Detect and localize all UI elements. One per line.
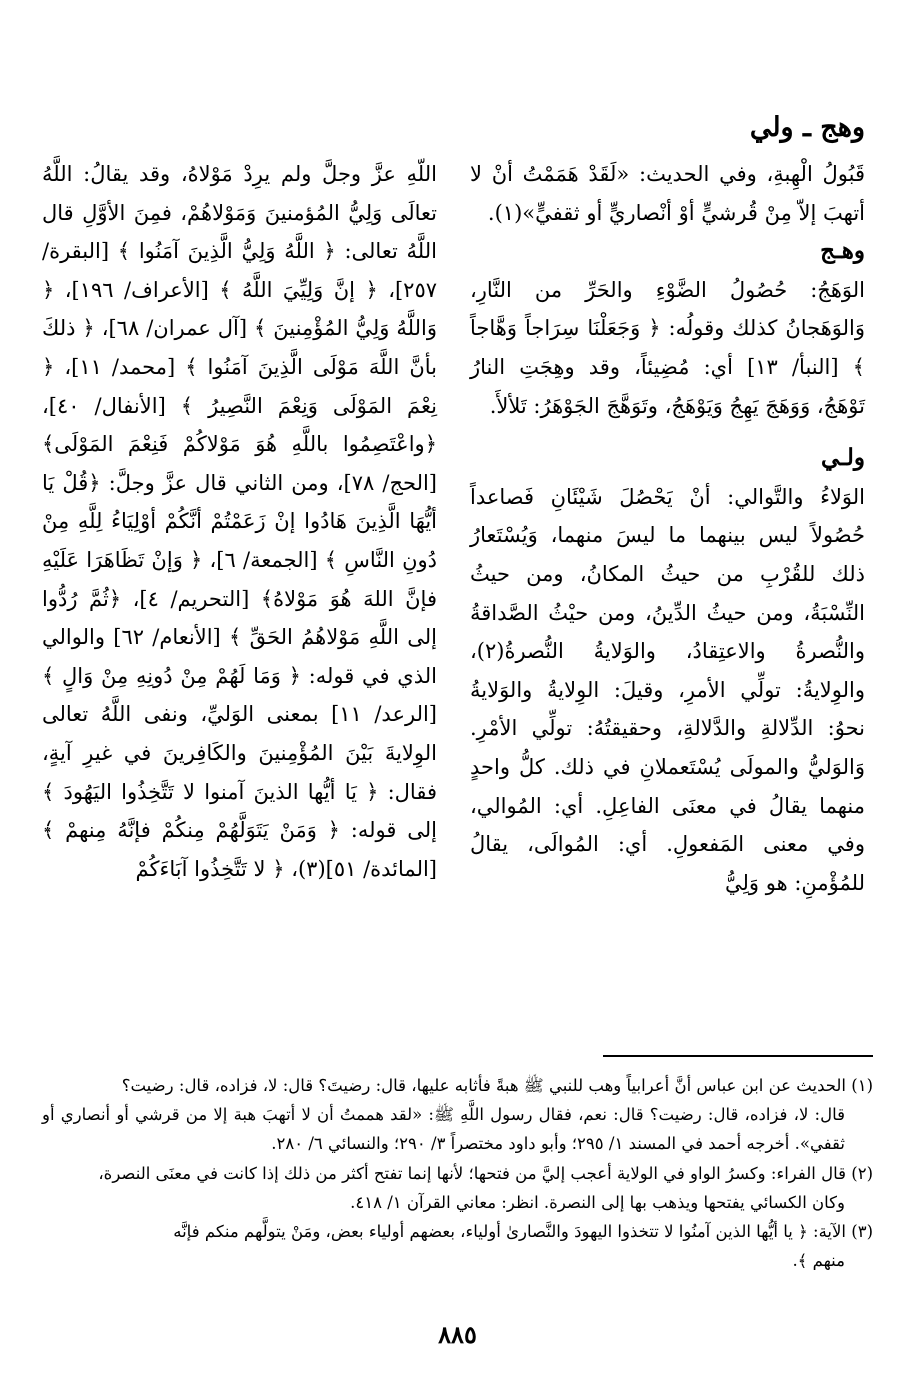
footnote-1-continuation: قال: لا، فزاده، قال: رضيت؟ قال: نعم، فقال رسول اللَّهِ ﷺ: «لقد هممتُ أن لا أتهبَ هبة إلا من قرشي أو أنصاري أو ثقفي». أخرجه أحمد في المسند ١/ ٢٩٥؛ وأبو داود مختصراً ٣/ ٢٩٠؛ والنسائي ٦/ ٢٨٠.: [42, 1105, 845, 1154]
footnote-3-continuation: منهم ﴾.: [792, 1251, 845, 1271]
entry-paragraph-wahaj: الوَهَجُ: حُصُولُ الضَّوْءِ والحَرِّ من النَّارِ، وَالوَهَجانُ كذلك وقولُه: ﴿ وَجَعَلْنَا سِرَاجاً وَهَّاجاً ﴾ [النبأ/ ١٣] أي: مُضِيئاً، وقد وهِجَتِ النارُ تَوْهَجُ، وَوَهَجَ يَهِجُ وَيَوْهَجُ، وتَوَهَّجَ الجَوْهَرُ: تَلألأَ.: [470, 277, 865, 418]
footnote-3: (٣) الآية: ﴿ يا أيُّها الذين آمنُوا لا تتخذوا اليهودَ والنَّصارىٰ أولياء، بعضهم أولياء بعض، ومَنْ يتولَّهم منكم فإنَّه: [173, 1222, 873, 1242]
left-column: [42, 155, 437, 888]
entry-heading-wahaj: وهـج: [820, 237, 865, 265]
continuation-paragraph: اللّهِ عزَّ وجلَّ ولم يرِدْ مَوْلاهُ، وقد يقالُ: اللَّهُ تعالَى وَلِيُّ المُؤمنينَ وَمَوْلاهُمْ، فمِنَ الأوَّلِ قال اللَّهُ تعالى: ﴿ اللَّهُ وَلِيُّ الَّذِينَ آمَنُوا ﴾ [البقرة/ ٢٥٧]، ﴿ إنَّ وَلِيِّيَ اللَّهُ ﴾ [الأعراف/ ١٩٦]، ﴿ وَاللَّهُ وَلِيُّ المُؤْمِنينَ ﴾ [آل عمران/ ٦٨]، ﴿ ذلكَ بأنَّ اللَّهَ مَوْلَى الَّذِينَ آمَنُوا ﴾ [محمد/ ١١]، ﴿ نِعْمَ المَوْلَى وَنِعْمَ النَّصِيرُ ﴾ [الأنفال/ ٤٠]، ﴿واعْتَصِمُوا باللَّهِ هُوَ مَوْلاكُمْ فَنِعْمَ المَوْلَى﴾ [الحج/ ٧٨]، ومن الثاني قال عزَّ وجلَّ: ﴿قُلْ يَا أيُّهَا الَّذِينَ هَادُوا إنْ زَعَمْتُمْ أنَّكُمْ أوْلِيَاءُ لِلَّهِ مِنْ دُونِ النَّاسِ ﴾ [الجمعة/ ٦]، ﴿ وَإنْ تَظَاهَرَا عَلَيْهِ فإنَّ اللهَ هُوَ مَوْلاهُ﴾ [التحريم/ ٤]، ﴿ثُمَّ رُدُّوا إلى اللَّهِ مَوْلاهُمُ الحَقِّ ﴾ [الأنعام/ ٦٢] والوالي الذي في قوله: ﴿ وَمَا لَهُمْ مِنْ دُونِهِ مِنْ وَالٍ ﴾ [الرعد/ ١١] بمعنى الوَليِّ، ونفى اللَّهُ تعالى الوِلايةَ بَيْنَ المُؤْمِنينَ والكَافِرينَ في غيرِ آيةٍ، فقال: ﴿ يَا أيُّها الذينَ آمنوا لا تَتَّخِذُوا اليَهُودَ ﴾ إلى قوله: ﴿ وَمَنْ يَتَوَلَّهُمْ مِنكُمْ فإنَّهُ مِنهمْ ﴾ [المائدة/ ٥١](٣)، ﴿ لا تَتَّخِذُوا آبَاءَكُمْ: [42, 162, 438, 881]
spacer: [470, 425, 865, 439]
footnote-2-continuation: وكان الكسائي يفتحها ويذهب بها إلى النصرة. انظر: معاني القرآن ١/ ٤١٨.: [350, 1192, 845, 1212]
footnotes: [42, 1071, 873, 1275]
footnote-1: (١) الحديث عن ابن عباس أنَّ أعرابياً وهب للنبي ﷺ هبةً فأثابه عليها، قال: رضيتَ؟ قال: لا، فزاده، قال: رضيت؟: [121, 1076, 873, 1095]
entry-paragraph-wali: الوَلاءُ والتَّوالي: أنْ يَحْصُلَ شَيْئَانِ فَصاعداً حُصُولاً ليس بينهما ما ليسَ منهما، وَيُسْتَعارُ ذلك للقُرْبِ من حيثُ المكانُ، ومن حيثُ النِّسْبَةُ، ومن حيثُ الدِّينُ، ومن حيْثُ الصَّداقةُ والنُّصرةُ والاعتِقادُ، والوَلايةُ النُّصرةُ(٢)، والوِلايةُ: تولِّي الأمرِ، وقيلَ: الوِلايةُ والوَلايةُ نحوُ: الدِّلالةِ والدَّلالةِ، وحقيقتُهُ: تولِّي الأمْرِ. وَالوَليُّ والمولَى يُسْتَعملانِ في ذلك. كلُّ واحدٍ منهما يقالُ في معنَى الفاعِلِ. أي: المُوالي، وفي معنى المَفعولِ. أي: المُوالَى، يقالُ للمُؤْمنِ: هو وَلِيُّ: [470, 484, 865, 895]
footnote-2: (٢) قال الفراء: وكسرُ الواو في الولاية أعجب إليَّ من فتحها؛ لأنها إنما تفتح أكثر من ذلك إذا كانت في معنَى النصرة،: [98, 1163, 873, 1183]
page-number: ٨٨٥: [438, 1320, 477, 1349]
intro-paragraph: قَبُولُ الْهِبةِ، وفي الحديث: «لَقَدْ هَمَمْتُ أنْ لا أتهبَ إلاّ مِنْ قُرشيٍّ أوْ أنْصاريٍّ أو ثقفيٍّ»(١).: [470, 162, 865, 225]
right-column: [470, 155, 865, 902]
entry-heading-wali: ولـي: [820, 444, 865, 472]
footnote-divider: [603, 1055, 873, 1057]
page-header: وهج ـ ولي: [749, 112, 865, 143]
